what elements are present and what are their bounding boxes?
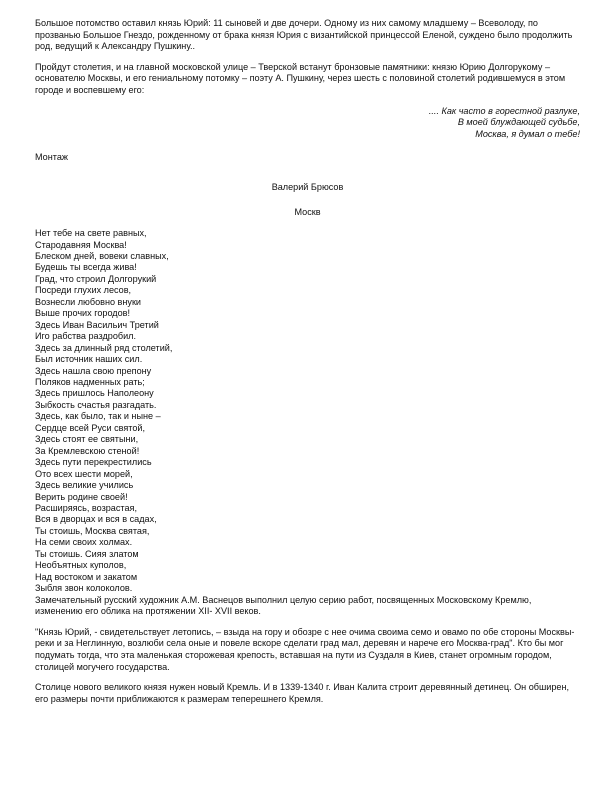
poem-line: Ты стоишь, Москва святая, [35,525,150,536]
poem-line: Вся в дворцах и вся в садах, [35,514,157,525]
poem-line: Поляков надменных рать; [35,377,145,388]
poem-line: Необъятных куполов, [35,560,127,571]
pushkin-quote [35,106,580,141]
paragraph-vasnetsov: Замечательный русский художник А.М. Васнецов выполнил целую серию работ, посвященных Московскому Кремлю, изменению его облика на протяжении XII- XVII веков. [35,594,532,617]
poem-line: За Кремлевскою стеной! [35,445,140,456]
poem-line: На семи своих холмах. [35,537,133,548]
poem-line: Здесь Иван Васильич Третий [35,319,159,330]
poem-line: Здесь пути перекрестились [35,457,152,468]
montage-label: Монтаж [35,152,68,163]
poem-line: Вознесли любовно внуки [35,296,142,307]
poem-line: Выше прочих городов! [35,308,131,319]
quote-line: Москва, я думал о тебе! [475,128,580,139]
quote-line: В моей блуждающей судьбе, [457,117,580,128]
paragraph-descendants: Большое потомство оставил князь Юрий: 11 сыновей и две дочери. Одному из них самому младшему – Всеволоду, по прозванью Большое Гнездо, рожденному от брака князя Юрия с византийской принцессой Еленой, суждено было продолжить род, ведущий к Александру Пушкину.. [35,18,573,52]
poem [35,228,580,595]
poem-line: Верить родине своей! [35,491,128,502]
poem-line: Нет тебе на свете равных, [35,228,147,239]
paragraph-chronicle: "Князь Юрий, - свидетельствует летопись, – взыда на гору и обозре с нее очима своима семо и овамо по обе стороны Москвы-реки и за Неглинную, возлюби села оные и повеле вскоре сделати град мал, деревян и нарече его Москва-град". Кто бы мог подумать тогда, что эта маленькая сторожевая крепость, вставшая на пути из Суздаля в Киев, станет огромным городом, столицей могучего государства. [35,626,575,672]
poem-line: Здесь за длинный ряд столетий, [35,342,173,353]
quote-line: .... Как часто в горестной разлуке, [428,105,580,116]
poem-line: Над востоком и закатом [35,571,138,582]
poem-line: Здесь стоят ее святыни, [35,434,139,445]
poem-line: Расширяясь, возрастая, [35,503,137,513]
poem-line: Здесь пришлось Наполеону [35,388,154,399]
poem-line: Иго рабства раздробил. [35,331,137,342]
poem-line: Будешь ты всегда жива! [35,262,137,273]
poem-line: Ото всех шести морей, [35,468,133,479]
poem-author: Валерий Брюсов [271,181,344,192]
paragraph-monuments: Пройдут столетия, и на главной московской улице – Тверской встанут бронзовые памятники: князю Юрию Долгорукому – основателю Москвы, и его гениальному потомку – поэту А. Пушкину, через шесть с половиной столетий родившемуся в этом городе и воспевшему его: [35,61,566,95]
poem-line: Зыбля звон колоколов. [35,583,133,594]
document-page [35,18,580,714]
poem-line: Здесь нашла свою препону [35,365,152,376]
poem-line: Здесь, как было, так и ныне – [35,411,161,422]
paragraph-kremlin: Столице нового великого князя нужен новый Кремль. И в 1339-1340 г. Иван Калита строит деревянный детинец. Он обширен, его размеры почти приближаются к размерам теперешнего Кремля. [35,682,570,704]
poem-line: Посреди глухих лесов, [35,285,132,296]
poem-line: Блеском дней, вовеки славных, [35,251,169,262]
poem-line: Зыбкость счастья разгадать. [35,399,157,410]
closing-paragraphs [35,595,580,706]
poem-line: Стародавняя Москва! [35,239,127,250]
poem-line: Здесь великие учились [35,480,134,491]
poem-line: Сердце всей Руси святой, [35,422,145,433]
poem-line: Град, что строил Долгорукий [35,273,157,284]
poem-line: Был источник наших сил. [35,354,143,365]
poem-line: Ты стоишь. Сияя златом [35,548,139,559]
poem-title: Москв [294,206,321,217]
